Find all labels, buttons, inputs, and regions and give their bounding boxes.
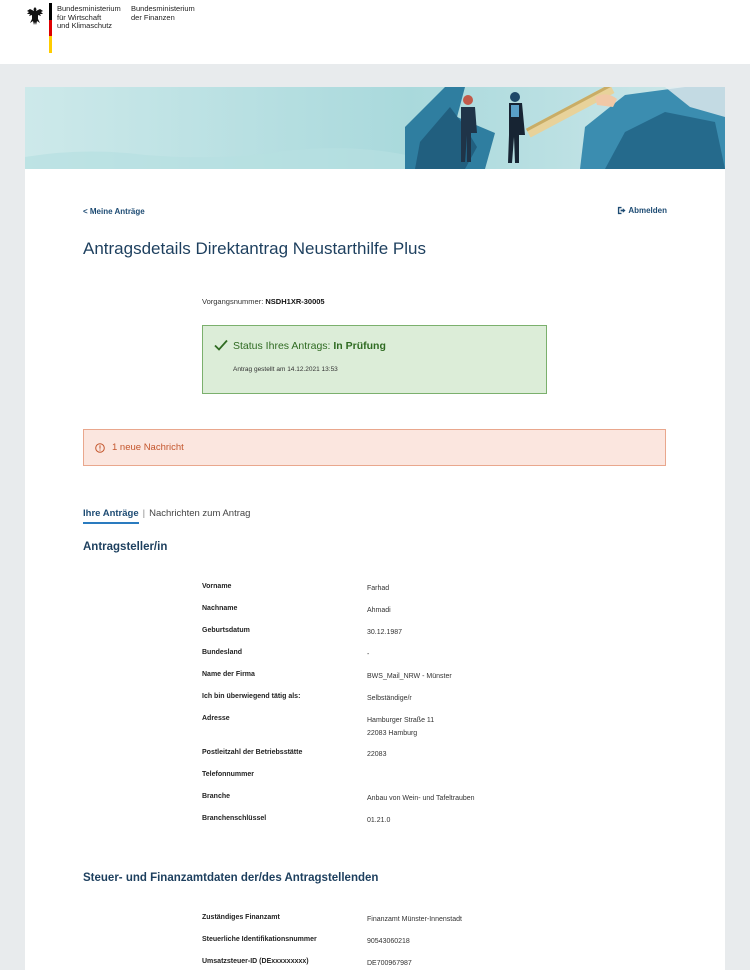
hero-banner-illustration bbox=[25, 87, 725, 169]
page-title: Antragsdetails Direktantrag Neustarthilfe Plus bbox=[83, 239, 426, 258]
info-circle-icon bbox=[95, 443, 105, 453]
detail-value: 90543060218 bbox=[367, 938, 410, 945]
case-number-value: NSDH1XR-30005 bbox=[265, 297, 325, 306]
main-card bbox=[25, 87, 725, 970]
site-header bbox=[0, 0, 750, 64]
tab-separator: | bbox=[142, 508, 146, 519]
detail-label: Telefonnummer bbox=[202, 771, 254, 778]
detail-label: Geburtsdatum bbox=[202, 627, 250, 634]
detail-label: Nachname bbox=[202, 605, 238, 612]
federal-eagle-icon bbox=[26, 6, 44, 26]
detail-value: - bbox=[367, 651, 370, 658]
status-value: In Prüfung bbox=[333, 340, 386, 352]
back-to-applications-link[interactable]: < Meine Anträge bbox=[83, 207, 145, 216]
submission-date: Antrag gestellt am 14.12.2021 13:53 bbox=[233, 366, 338, 373]
detail-value: 30.12.1987 bbox=[367, 629, 403, 636]
detail-value: 01.21.0 bbox=[367, 817, 391, 824]
detail-value: Selbständige/r bbox=[367, 695, 412, 702]
sign-out-icon bbox=[617, 206, 626, 215]
ministry-name-bmwk: Bundesministerium für Wirtschaft und Klimaschutz bbox=[57, 4, 121, 31]
detail-value: Farhad bbox=[367, 585, 390, 592]
detail-value: Ahmadi bbox=[367, 607, 391, 614]
german-flag-stripe bbox=[49, 3, 52, 53]
detail-value: Anbau von Wein- und Tafeltrauben bbox=[367, 795, 475, 802]
applicant-section-title: Antragsteller/in bbox=[83, 541, 168, 553]
detail-label: Bundesland bbox=[202, 649, 243, 656]
case-number-label: Vorgangsnummer: bbox=[202, 297, 264, 306]
detail-label: Postleitzahl der Betriebsstätte bbox=[202, 749, 303, 756]
case-number bbox=[202, 297, 325, 306]
detail-label: Branchenschlüssel bbox=[202, 815, 267, 822]
checkmark-icon bbox=[214, 339, 228, 351]
detail-value: BWS_Mail_NRW - Münster bbox=[367, 673, 452, 680]
detail-value: Finanzamt Münster-Innenstadt bbox=[367, 916, 462, 923]
detail-label: Branche bbox=[202, 793, 231, 800]
ministry-name-bmf: Bundesministerium der Finanzen bbox=[131, 4, 195, 22]
status-text bbox=[233, 340, 386, 352]
detail-label: Zuständiges Finanzamt bbox=[202, 914, 280, 921]
status-panel bbox=[202, 325, 547, 394]
detail-label: Name der Firma bbox=[202, 671, 255, 678]
logout-label: Abmelden bbox=[628, 206, 667, 215]
detail-value: Hamburger Straße 11 22083 Hamburg bbox=[367, 717, 435, 737]
status-label: Status Ihres Antrags: bbox=[233, 340, 331, 352]
detail-label: Umsatzsteuer-ID (DExxxxxxxxx) bbox=[202, 958, 309, 965]
tab-messages[interactable]: Nachrichten zum Antrag bbox=[149, 508, 251, 519]
tab-applications[interactable]: Ihre Anträge bbox=[83, 508, 139, 524]
logout-link[interactable] bbox=[617, 206, 667, 215]
detail-label: Adresse bbox=[202, 715, 230, 722]
detail-label: Steuerliche Identifikationsnummer bbox=[202, 936, 317, 943]
detail-tabs bbox=[83, 508, 250, 524]
detail-value: DE700967987 bbox=[367, 960, 412, 967]
new-message-alert[interactable] bbox=[83, 429, 666, 466]
detail-value: 22083 bbox=[367, 751, 387, 758]
detail-label: Ich bin überwiegend tätig als: bbox=[202, 693, 301, 700]
detail-label: Vorname bbox=[202, 583, 232, 590]
new-message-text: 1 neue Nachricht bbox=[112, 442, 184, 453]
tax-section-title: Steuer- und Finanzamtdaten der/des Antragstellenden bbox=[83, 872, 379, 884]
